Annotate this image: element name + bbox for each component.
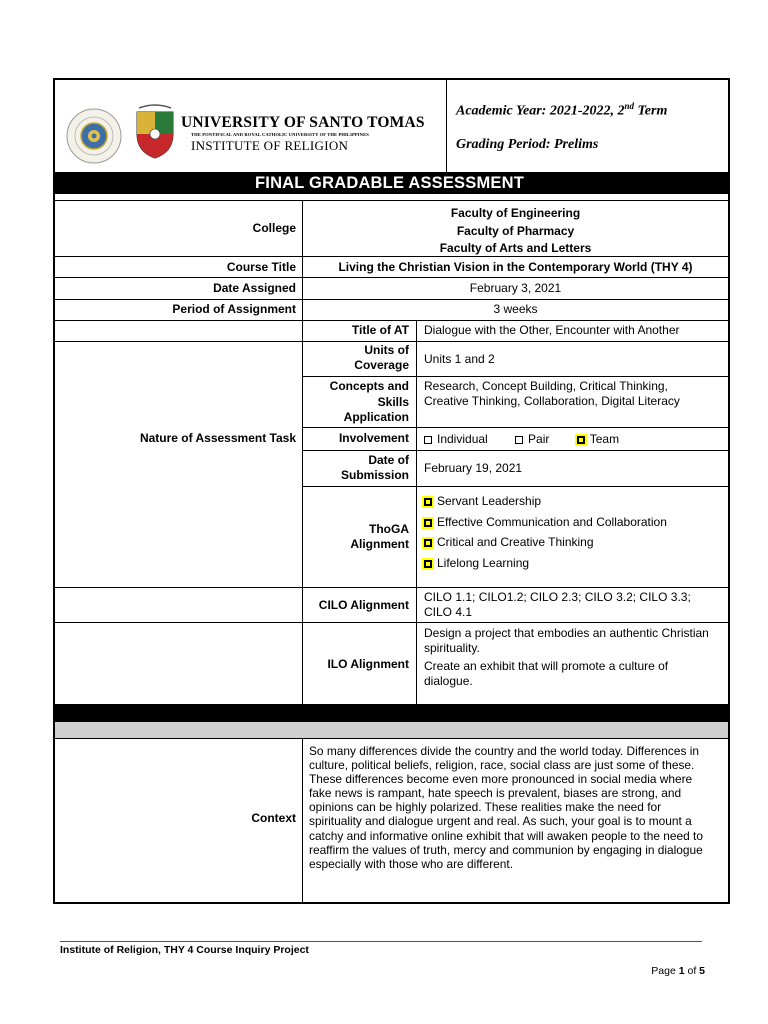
row-divider <box>302 486 728 487</box>
row-divider <box>302 427 728 428</box>
ilo-value-line: dialogue. <box>424 673 473 688</box>
units-label <box>303 343 409 373</box>
checkbox-highlighted-icon <box>424 498 432 506</box>
context-line: fake news is rampant, hate speech is prevalent, biases are strong, and <box>309 786 682 801</box>
institute-crest-icon <box>133 104 177 160</box>
date-assigned-label: Date Assigned <box>213 281 296 295</box>
submission-label-line: Date of <box>368 453 409 467</box>
college-values <box>303 205 728 258</box>
page-current: 1 <box>678 965 685 977</box>
concepts-label-line: Skills <box>377 394 409 409</box>
units-value: Units 1 and 2 <box>424 352 495 366</box>
page-title: FINAL GRADABLE ASSESSMENT <box>55 172 728 194</box>
academic-year-text: Academic Year: 2021-2022, 2 <box>456 103 625 119</box>
context-line: opinions can be highly polarized. These realities make the need for <box>309 800 662 815</box>
ilo-value-line: Create an exhibit that will promote a culture of <box>424 659 669 673</box>
period-label: Period of Assignment <box>172 302 296 316</box>
course-title-value: Living the Christian Vision in the Contemporary World (THY 4) <box>338 260 693 274</box>
row-divider <box>55 320 728 321</box>
academic-year <box>456 101 667 120</box>
involvement-option-label: Pair <box>528 432 550 446</box>
header-logo-area <box>55 80 446 172</box>
context-text <box>309 744 723 871</box>
context-line: So many differences divide the country and the world today. Differences in <box>309 744 699 758</box>
document-header <box>55 80 728 172</box>
nature-label: Nature of Assessment Task <box>139 431 296 445</box>
thoga-item-label: Servant Leadership <box>437 494 542 508</box>
academic-year-sup: nd <box>624 101 635 111</box>
ilo-value-line: Design a project that embodies an authentic Christian <box>424 626 709 640</box>
ilo-value-line: spirituality. <box>424 640 480 655</box>
context-label: Context <box>251 811 296 825</box>
checkbox-highlighted-icon <box>577 436 585 444</box>
college-value: Faculty of Arts and Letters <box>439 241 592 255</box>
footer-text: Institute of Religion, THY 4 Course Inquiry Project <box>60 944 309 956</box>
column-divider <box>302 738 303 902</box>
concepts-value <box>424 379 724 409</box>
college-value: Faculty of Engineering <box>450 206 581 220</box>
thoga-item-label: Effective Communication and Collaboration <box>437 514 667 529</box>
involvement-option-label: Individual <box>437 432 488 446</box>
institute-name: INSTITUTE OF RELIGION <box>191 138 349 153</box>
concepts-value-line: Creative Thinking, Collaboration, Digital Literacy <box>424 394 680 408</box>
thoga-label-line: Alignment <box>350 537 409 551</box>
row-divider <box>302 376 728 377</box>
involvement-option-individual[interactable] <box>424 432 488 446</box>
header-term-info <box>447 80 728 172</box>
row-divider <box>55 299 728 300</box>
units-label-line: Coverage <box>354 358 409 372</box>
period-value: 3 weeks <box>493 302 538 316</box>
concepts-label-line: Application <box>343 410 409 424</box>
context-line: These differences become even more pronounced in social media where <box>309 772 693 787</box>
thoga-item-label: Lifelong Learning <box>437 555 530 570</box>
cilo-value <box>424 590 724 619</box>
ilo-value <box>424 626 724 688</box>
page-number <box>651 965 705 977</box>
cilo-value-line: CILO 1.1; CILO1.2; CILO 2.3; CILO 3.2; CILO 3.3; <box>424 590 691 604</box>
checkbox-highlighted-icon <box>424 519 432 527</box>
checkbox-highlighted-icon <box>424 539 432 547</box>
title-at-value: Dialogue with the Other, Encounter with Another <box>424 323 680 337</box>
concepts-label-line: Concepts and <box>329 379 409 393</box>
footer-divider <box>60 941 702 942</box>
university-seal-icon <box>65 104 123 168</box>
row-divider <box>55 277 728 278</box>
row-divider <box>55 622 728 623</box>
submission-value: February 19, 2021 <box>424 461 523 475</box>
row-divider <box>55 341 728 342</box>
university-name: UNIVERSITY OF SANTO TOMAS <box>181 114 425 131</box>
thoga-label-line: ThoGA <box>369 522 409 536</box>
page-total: 5 <box>699 965 705 977</box>
title-at-label: Title of AT <box>351 323 409 337</box>
thoga-item <box>424 532 724 553</box>
row-divider <box>55 738 728 739</box>
section-gray-bar <box>55 722 728 738</box>
context-line: reaffirm the values of truth, mercy and communion by engaging in dialogue <box>309 842 703 857</box>
row-divider <box>55 200 728 201</box>
checkbox-icon <box>515 436 523 444</box>
involvement-option-label: Team <box>589 432 620 446</box>
thoga-item <box>424 553 724 574</box>
thoga-item <box>424 512 724 533</box>
cilo-value-line: CILO 4.1 <box>424 604 473 619</box>
row-divider <box>55 587 728 588</box>
checkbox-icon <box>424 436 432 444</box>
context-line: especially with those who are different. <box>309 856 514 871</box>
context-line: catchy and informative online exhibit that will awaken people to the need to <box>309 828 703 843</box>
cilo-label: CILO Alignment <box>318 598 409 612</box>
row-divider <box>302 450 728 451</box>
section-separator-bar <box>55 704 728 722</box>
concepts-value-line: Research, Concept Building, Critical Thinking, <box>424 379 668 393</box>
page-of: of <box>684 965 700 977</box>
column-divider <box>416 320 417 704</box>
course-title-label: Course Title <box>226 260 296 274</box>
submission-label <box>303 453 409 483</box>
grading-period: Grading Period: Prelims <box>456 137 599 152</box>
involvement-options <box>424 432 724 446</box>
assessment-frame <box>53 78 730 904</box>
thoga-item-label: Critical and Creative Thinking <box>437 535 594 549</box>
context-line: spirituality and dialogue urgent and real. As such, your goal is to mount a <box>309 814 692 829</box>
academic-year-term: Term <box>634 103 668 119</box>
column-divider <box>302 320 303 704</box>
university-subtitle: THE PONTIFICAL AND ROYAL CATHOLIC UNIVERSITY OF THE PHILIPPINES <box>191 132 369 137</box>
checkbox-highlighted-icon <box>424 560 432 568</box>
involvement-label: Involvement <box>338 431 409 445</box>
involvement-option-pair[interactable] <box>515 432 549 446</box>
thoga-items <box>424 491 724 573</box>
college-value: Faculty of Pharmacy <box>456 223 575 238</box>
concepts-label <box>303 379 409 426</box>
college-label: College <box>252 221 296 235</box>
units-label-line: Units of <box>364 343 409 357</box>
context-line: culture, political beliefs, religion, race, social class are just some of these. <box>309 758 695 773</box>
involvement-option-team[interactable] <box>577 432 619 446</box>
thoga-label <box>303 522 409 552</box>
page-prefix: Page <box>651 965 679 977</box>
date-assigned-value: February 3, 2021 <box>469 281 562 295</box>
ilo-label: ILO Alignment <box>327 657 409 671</box>
submission-label-line: Submission <box>340 468 409 482</box>
thoga-item <box>424 491 724 512</box>
